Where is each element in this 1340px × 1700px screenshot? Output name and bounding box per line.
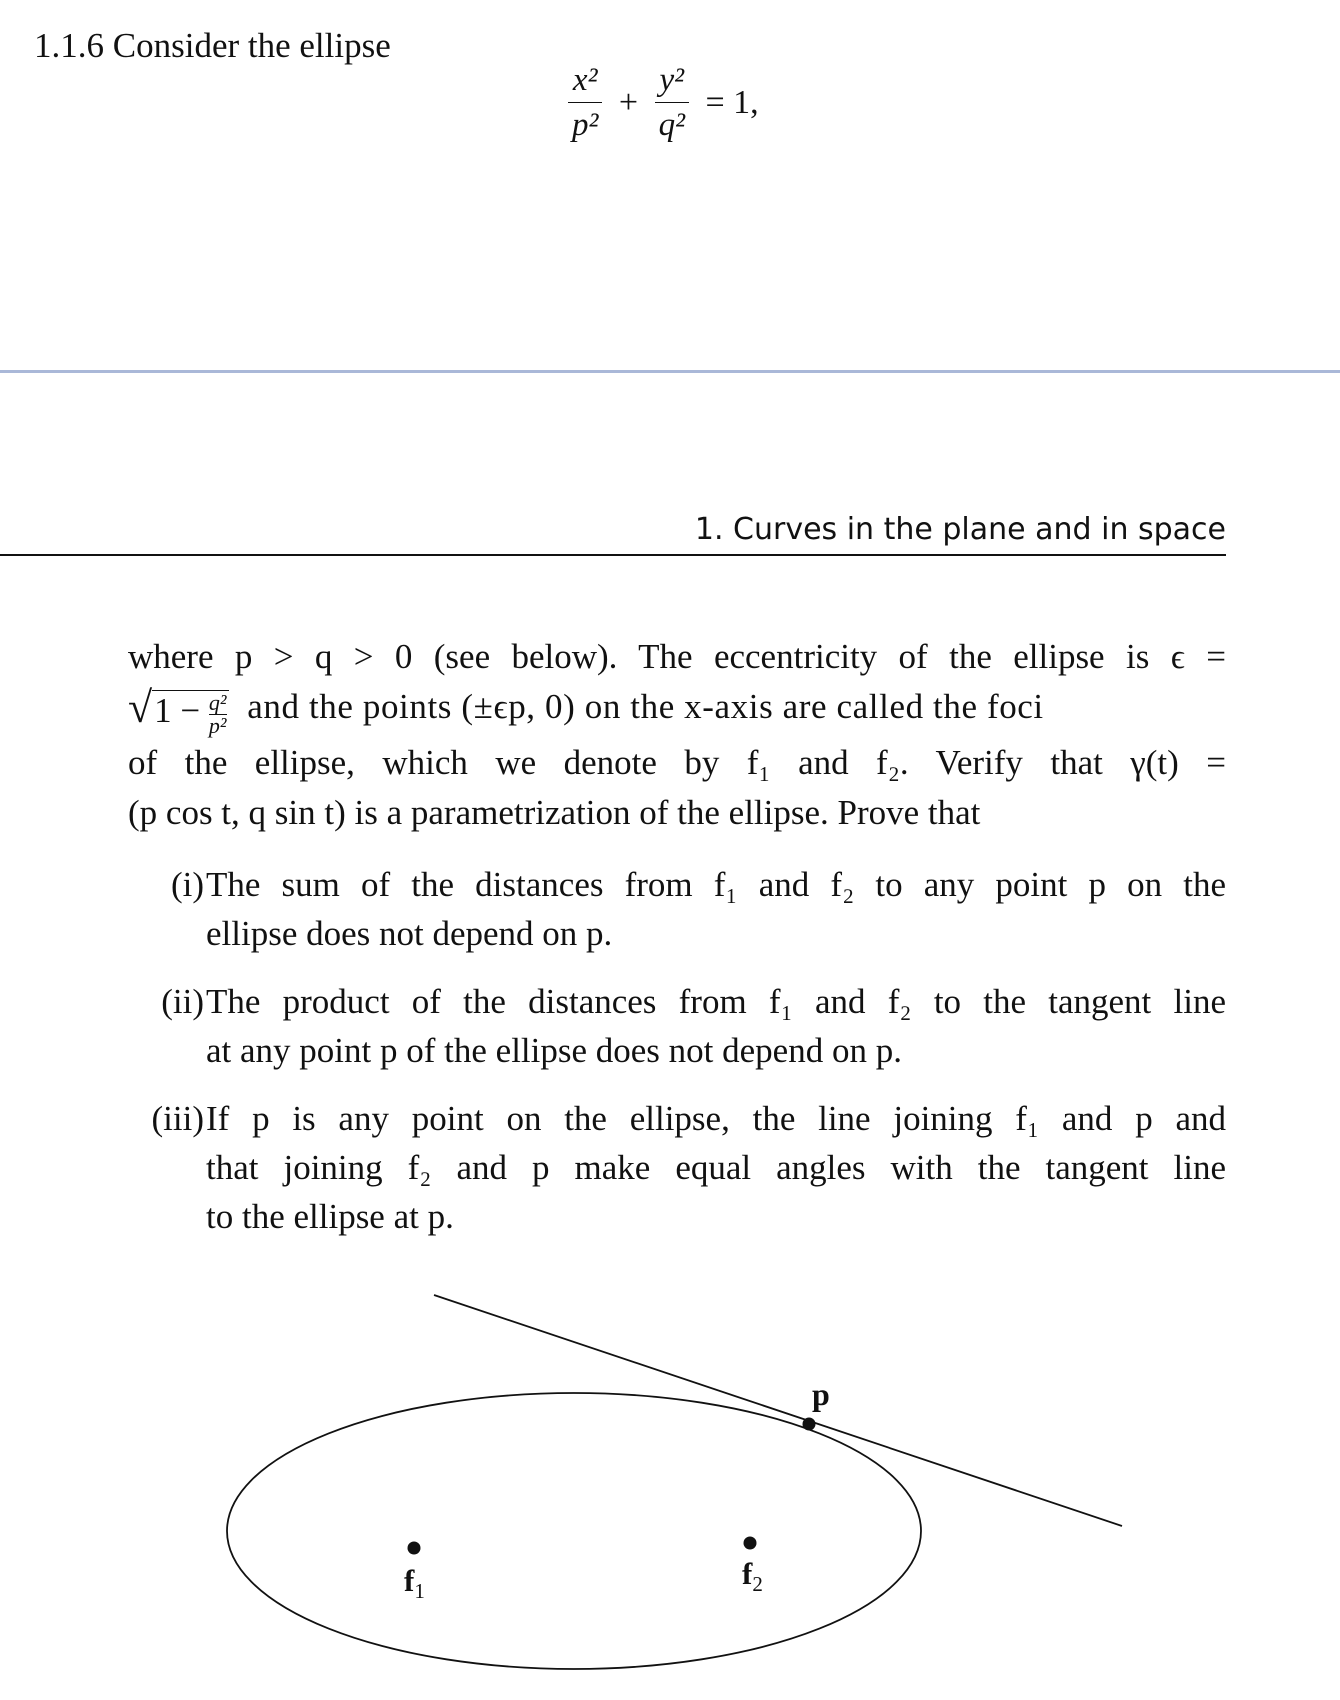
item-line: that joining f₂ and p make equal angles with the tangent line	[206, 1148, 1226, 1187]
point-p-dot	[803, 1418, 816, 1431]
focus-1-letter: f	[404, 1563, 415, 1598]
sqrt-radicand	[152, 689, 228, 738]
fraction-y-denominator: q²	[658, 107, 685, 143]
sqrt-fraction	[208, 689, 227, 738]
item-line: The product of the distances from f₁ and f₂ to the tangent line	[206, 982, 1226, 1021]
item-line: If p is any point on the ellipse, the line joining f₁ and p and	[206, 1099, 1226, 1138]
running-header: 1. Curves in the plane and in space	[694, 512, 1226, 547]
item-marker: (i)	[170, 865, 204, 904]
ellipse-curve	[227, 1393, 921, 1669]
item-body	[206, 977, 1226, 1075]
item-body	[206, 860, 1226, 958]
focus-1-dot	[408, 1542, 421, 1555]
focus-1-label	[404, 1563, 425, 1603]
item-line: The sum of the distances from f₁ and f₂ to any point p on the	[206, 865, 1226, 904]
sqrt-fraction-denominator: p²	[208, 712, 227, 738]
page-divider	[0, 370, 1340, 373]
focus-2-subscript: 2	[752, 1572, 763, 1596]
sqrt-one-minus: 1 −	[154, 691, 201, 731]
focus-1-subscript: 1	[414, 1579, 425, 1603]
paragraph-line-1: where p > q > 0 (see below). The eccentricity of the ellipse is ϵ =	[128, 637, 1226, 676]
item-marker: (ii)	[161, 982, 204, 1021]
equation-rhs: = 1,	[705, 83, 759, 121]
fraction-y-numerator: y²	[655, 58, 689, 103]
fraction-y	[655, 58, 689, 147]
focus-2-label	[742, 1556, 763, 1596]
paragraph-line-2-text: and the points (±ϵp, 0) on the x-axis are called the foci	[247, 687, 1044, 726]
focus-2-letter: f	[742, 1556, 753, 1591]
ellipse-equation	[568, 58, 767, 147]
ellipse-diagram	[0, 1250, 1340, 1700]
item-line: ellipse does not depend on p.	[206, 914, 613, 953]
problem-intro: Consider the ellipse	[112, 26, 391, 65]
tangent-line	[434, 1295, 1122, 1526]
radical-sign: √	[128, 683, 153, 733]
item-marker: (iii)	[151, 1099, 204, 1138]
focus-2-dot	[744, 1537, 757, 1550]
point-p-label: p	[812, 1376, 830, 1412]
plus-sign: +	[618, 83, 639, 121]
sqrt-expression	[128, 683, 229, 736]
item-body	[206, 1094, 1226, 1241]
paragraph-line-3: of the ellipse, which we denote by f₁ and f₂. Verify that γ(t) =	[128, 743, 1226, 782]
paragraph-line-4: (p cos t, q sin t) is a parametrization of the ellipse. Prove that	[128, 793, 981, 832]
sqrt-fraction-numerator: q²	[208, 689, 227, 715]
fraction-x-denominator: p²	[572, 107, 599, 143]
paragraph-line-2	[128, 682, 1226, 737]
problem-label	[34, 26, 391, 66]
problem-number: 1.1.6	[34, 26, 104, 65]
fraction-x	[568, 58, 602, 147]
fraction-x-numerator: x²	[568, 58, 602, 103]
item-line: at any point p of the ellipse does not depend on p.	[206, 1031, 902, 1070]
item-line: to the ellipse at p.	[206, 1197, 454, 1236]
header-rule	[0, 554, 1226, 556]
